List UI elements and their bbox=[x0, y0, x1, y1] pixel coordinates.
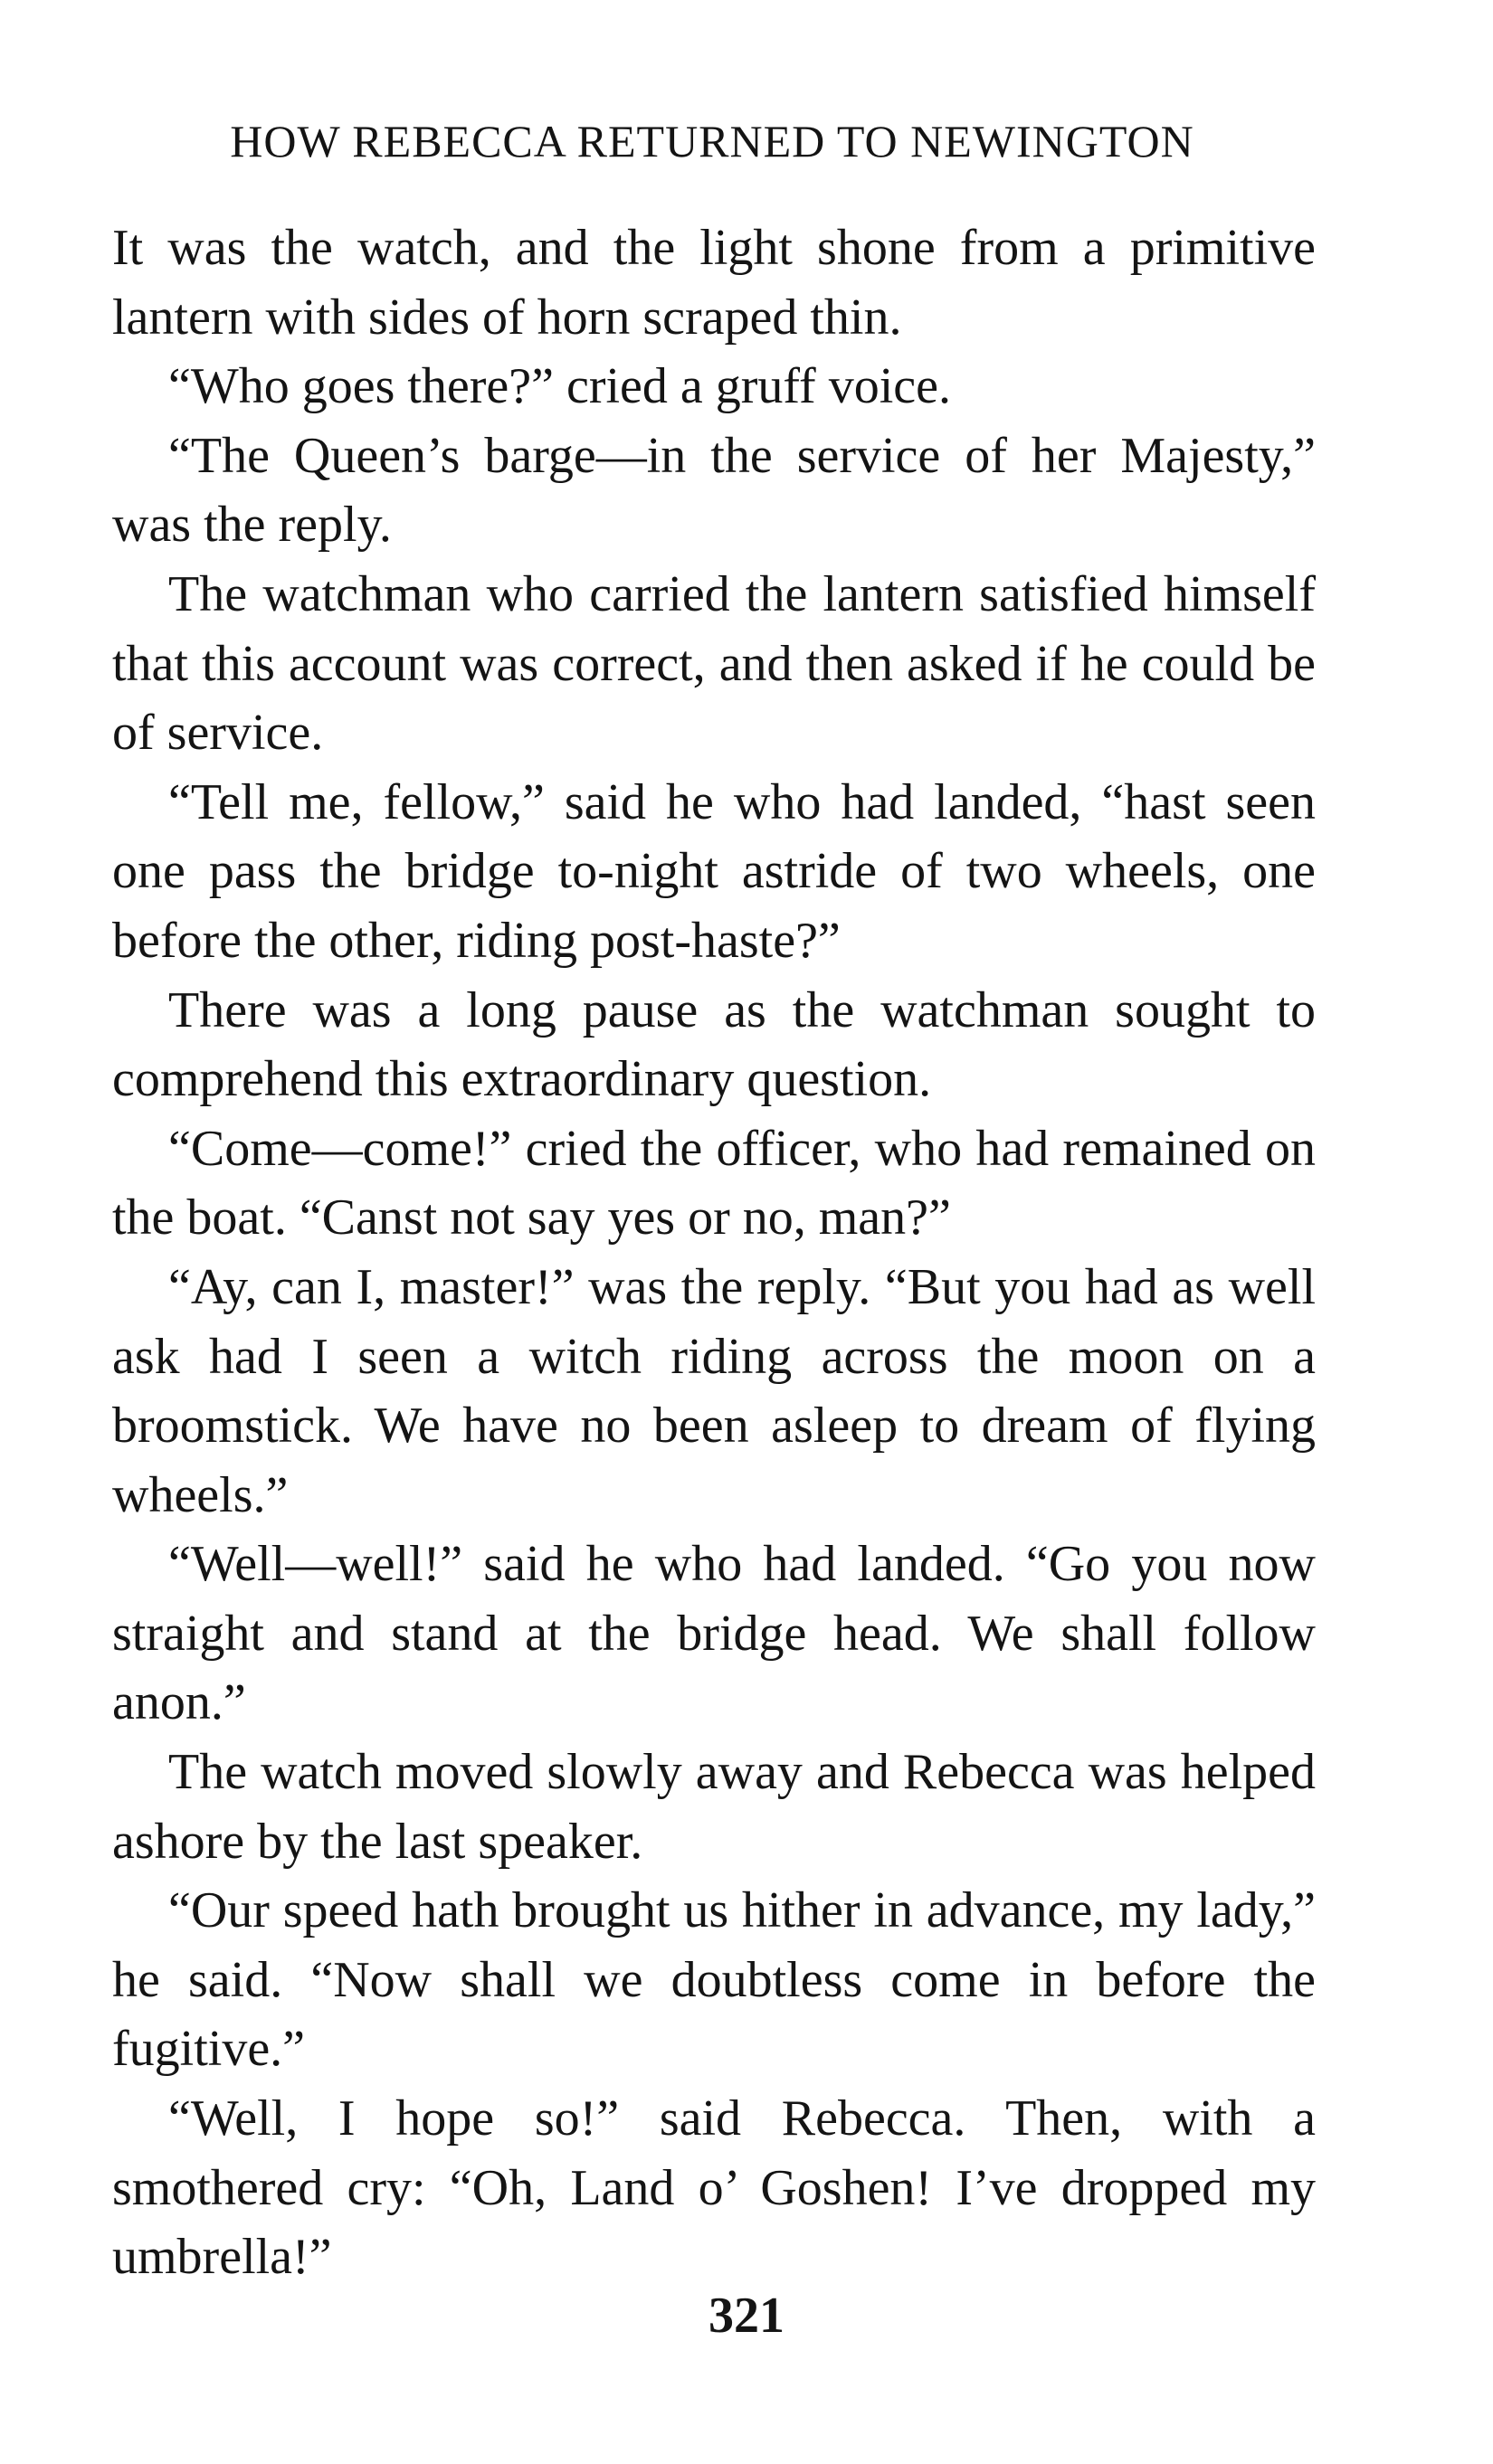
paragraph: “Come—come!” cried the officer, who had remained on the boat. “Canst not say yes or no, man?” bbox=[112, 1120, 1316, 1246]
paragraph: It was the watch, and the light shone from a primitive lantern with sides of horn scraped thin. bbox=[112, 220, 1316, 346]
running-head: HOW REBECCA RETURNED TO NEWINGTON bbox=[230, 116, 1194, 166]
paragraph: The watchman who carried the lantern satisfied himself that this account was correct, and then asked if he could be of service. bbox=[112, 565, 1316, 762]
paragraph: “Ay, can I, master!” was the reply. “But you had as well ask had I seen a witch riding across the moon on a broomstick. We have no been asleep to dream of flying wheels.” bbox=[112, 1258, 1316, 1523]
paragraph: “Our speed hath brought us hither in advance, my lady,” he said. “Now shall we doubtless come in before the fugitive.” bbox=[112, 1882, 1316, 2078]
paragraph: The watch moved slowly away and Rebecca was helped ashore by the last speaker. bbox=[112, 1744, 1316, 1870]
paragraph: “Tell me, fellow,” said he who had landed, “hast seen one pass the bridge to-night astride of two wheels, one before the other, riding post-haste?” bbox=[112, 773, 1316, 969]
paragraph: “Well, I hope so!” said Rebecca. Then, with a smothered cry: “Oh, Land o’ Goshen! I’ve dropped my umbrella!” bbox=[112, 2090, 1316, 2286]
paragraph: There was a long pause as the watchman sought to comprehend this extraordinary question. bbox=[112, 981, 1316, 1108]
page-number: 321 bbox=[708, 2288, 785, 2344]
paragraph: “Who goes there?” cried a gruff voice. bbox=[168, 358, 951, 415]
body-text bbox=[112, 213, 1316, 2292]
paragraph: “The Queen’s barge—in the service of her Majesty,” was the reply. bbox=[112, 427, 1316, 554]
paragraph: “Well—well!” said he who had landed. “Go you now straight and stand at the bridge head. We shall follow anon.” bbox=[112, 1536, 1316, 1731]
